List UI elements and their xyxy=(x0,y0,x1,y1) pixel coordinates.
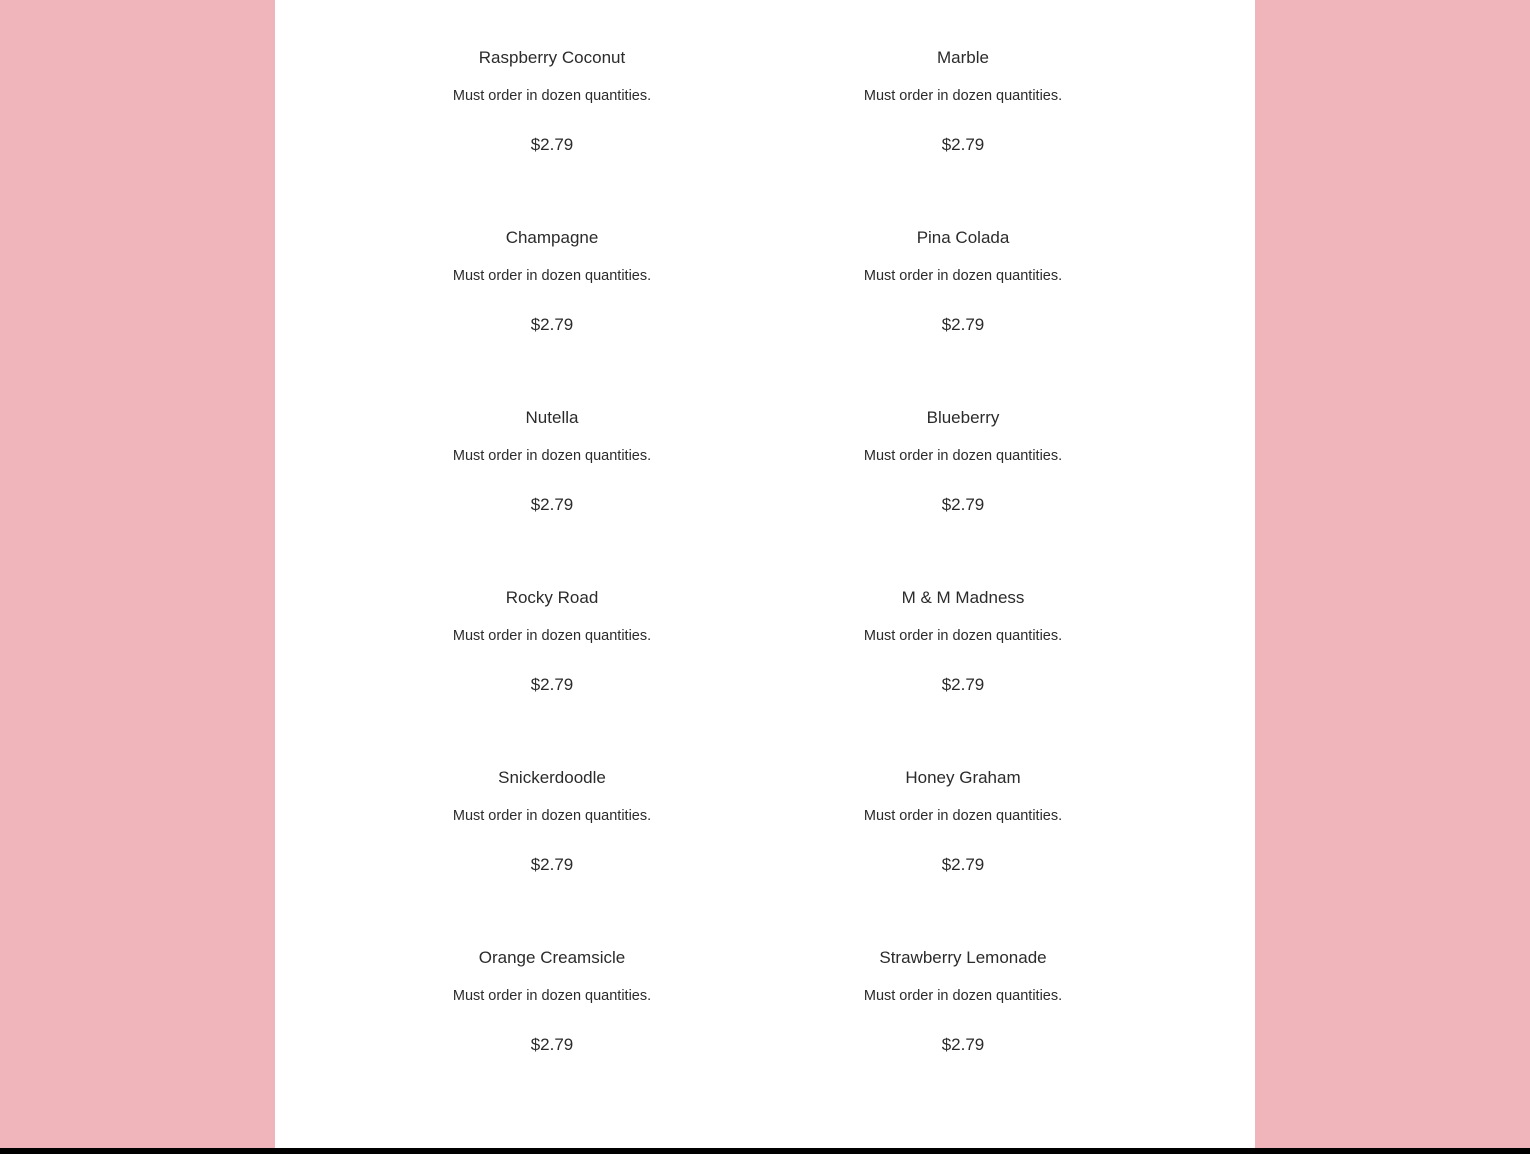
item-note: Must order in dozen quantities. xyxy=(452,88,652,104)
item-price: $2.79 xyxy=(530,135,574,154)
item-price: $2.79 xyxy=(530,855,574,874)
item-price: $2.79 xyxy=(530,315,574,334)
item-price: $2.79 xyxy=(941,315,985,334)
item-note: Must order in dozen quantities. xyxy=(863,628,1063,644)
item-note: Must order in dozen quantities. xyxy=(452,268,652,284)
item-note: Must order in dozen quantities. xyxy=(452,988,652,1004)
item-note: Must order in dozen quantities. xyxy=(452,448,652,464)
item-price: $2.79 xyxy=(941,135,985,154)
bottom-edge-bar xyxy=(0,1148,1530,1154)
item-note: Must order in dozen quantities. xyxy=(863,988,1063,1004)
item-price: $2.79 xyxy=(530,495,574,514)
item-note: Must order in dozen quantities. xyxy=(863,808,1063,824)
item-name: Rocky Road xyxy=(505,588,599,607)
menu-row xyxy=(275,760,1255,940)
item-note: Must order in dozen quantities. xyxy=(452,628,652,644)
menu-row xyxy=(275,400,1255,580)
item-name: Nutella xyxy=(525,408,579,427)
menu-row xyxy=(275,40,1255,220)
menu-row xyxy=(275,220,1255,400)
item-price: $2.79 xyxy=(530,675,574,694)
item-note: Must order in dozen quantities. xyxy=(452,808,652,824)
item-name: Blueberry xyxy=(926,408,1000,427)
item-name: Champagne xyxy=(505,228,599,247)
item-note: Must order in dozen quantities. xyxy=(863,88,1063,104)
item-name: Marble xyxy=(937,48,989,67)
item-price: $2.79 xyxy=(941,855,985,874)
item-name: Honey Graham xyxy=(905,768,1021,787)
menu-row xyxy=(275,580,1255,760)
item-name: Strawberry Lemonade xyxy=(879,948,1047,967)
item-note: Must order in dozen quantities. xyxy=(863,268,1063,284)
item-name: Orange Creamsicle xyxy=(478,948,626,967)
item-price: $2.79 xyxy=(941,495,985,514)
item-name: Pina Colada xyxy=(916,228,1010,247)
item-name: Snickerdoodle xyxy=(498,768,606,787)
menu-row xyxy=(275,940,1255,1120)
item-name: Raspberry Coconut xyxy=(478,48,626,67)
item-name: M & M Madness xyxy=(901,588,1025,607)
item-price: $2.79 xyxy=(941,675,985,694)
item-note: Must order in dozen quantities. xyxy=(863,448,1063,464)
menu-grid xyxy=(275,0,1255,1120)
menu-row xyxy=(275,0,1255,40)
menu-panel xyxy=(275,0,1255,1148)
item-price: $2.79 xyxy=(530,1035,574,1054)
item-price: $2.79 xyxy=(941,1035,985,1054)
